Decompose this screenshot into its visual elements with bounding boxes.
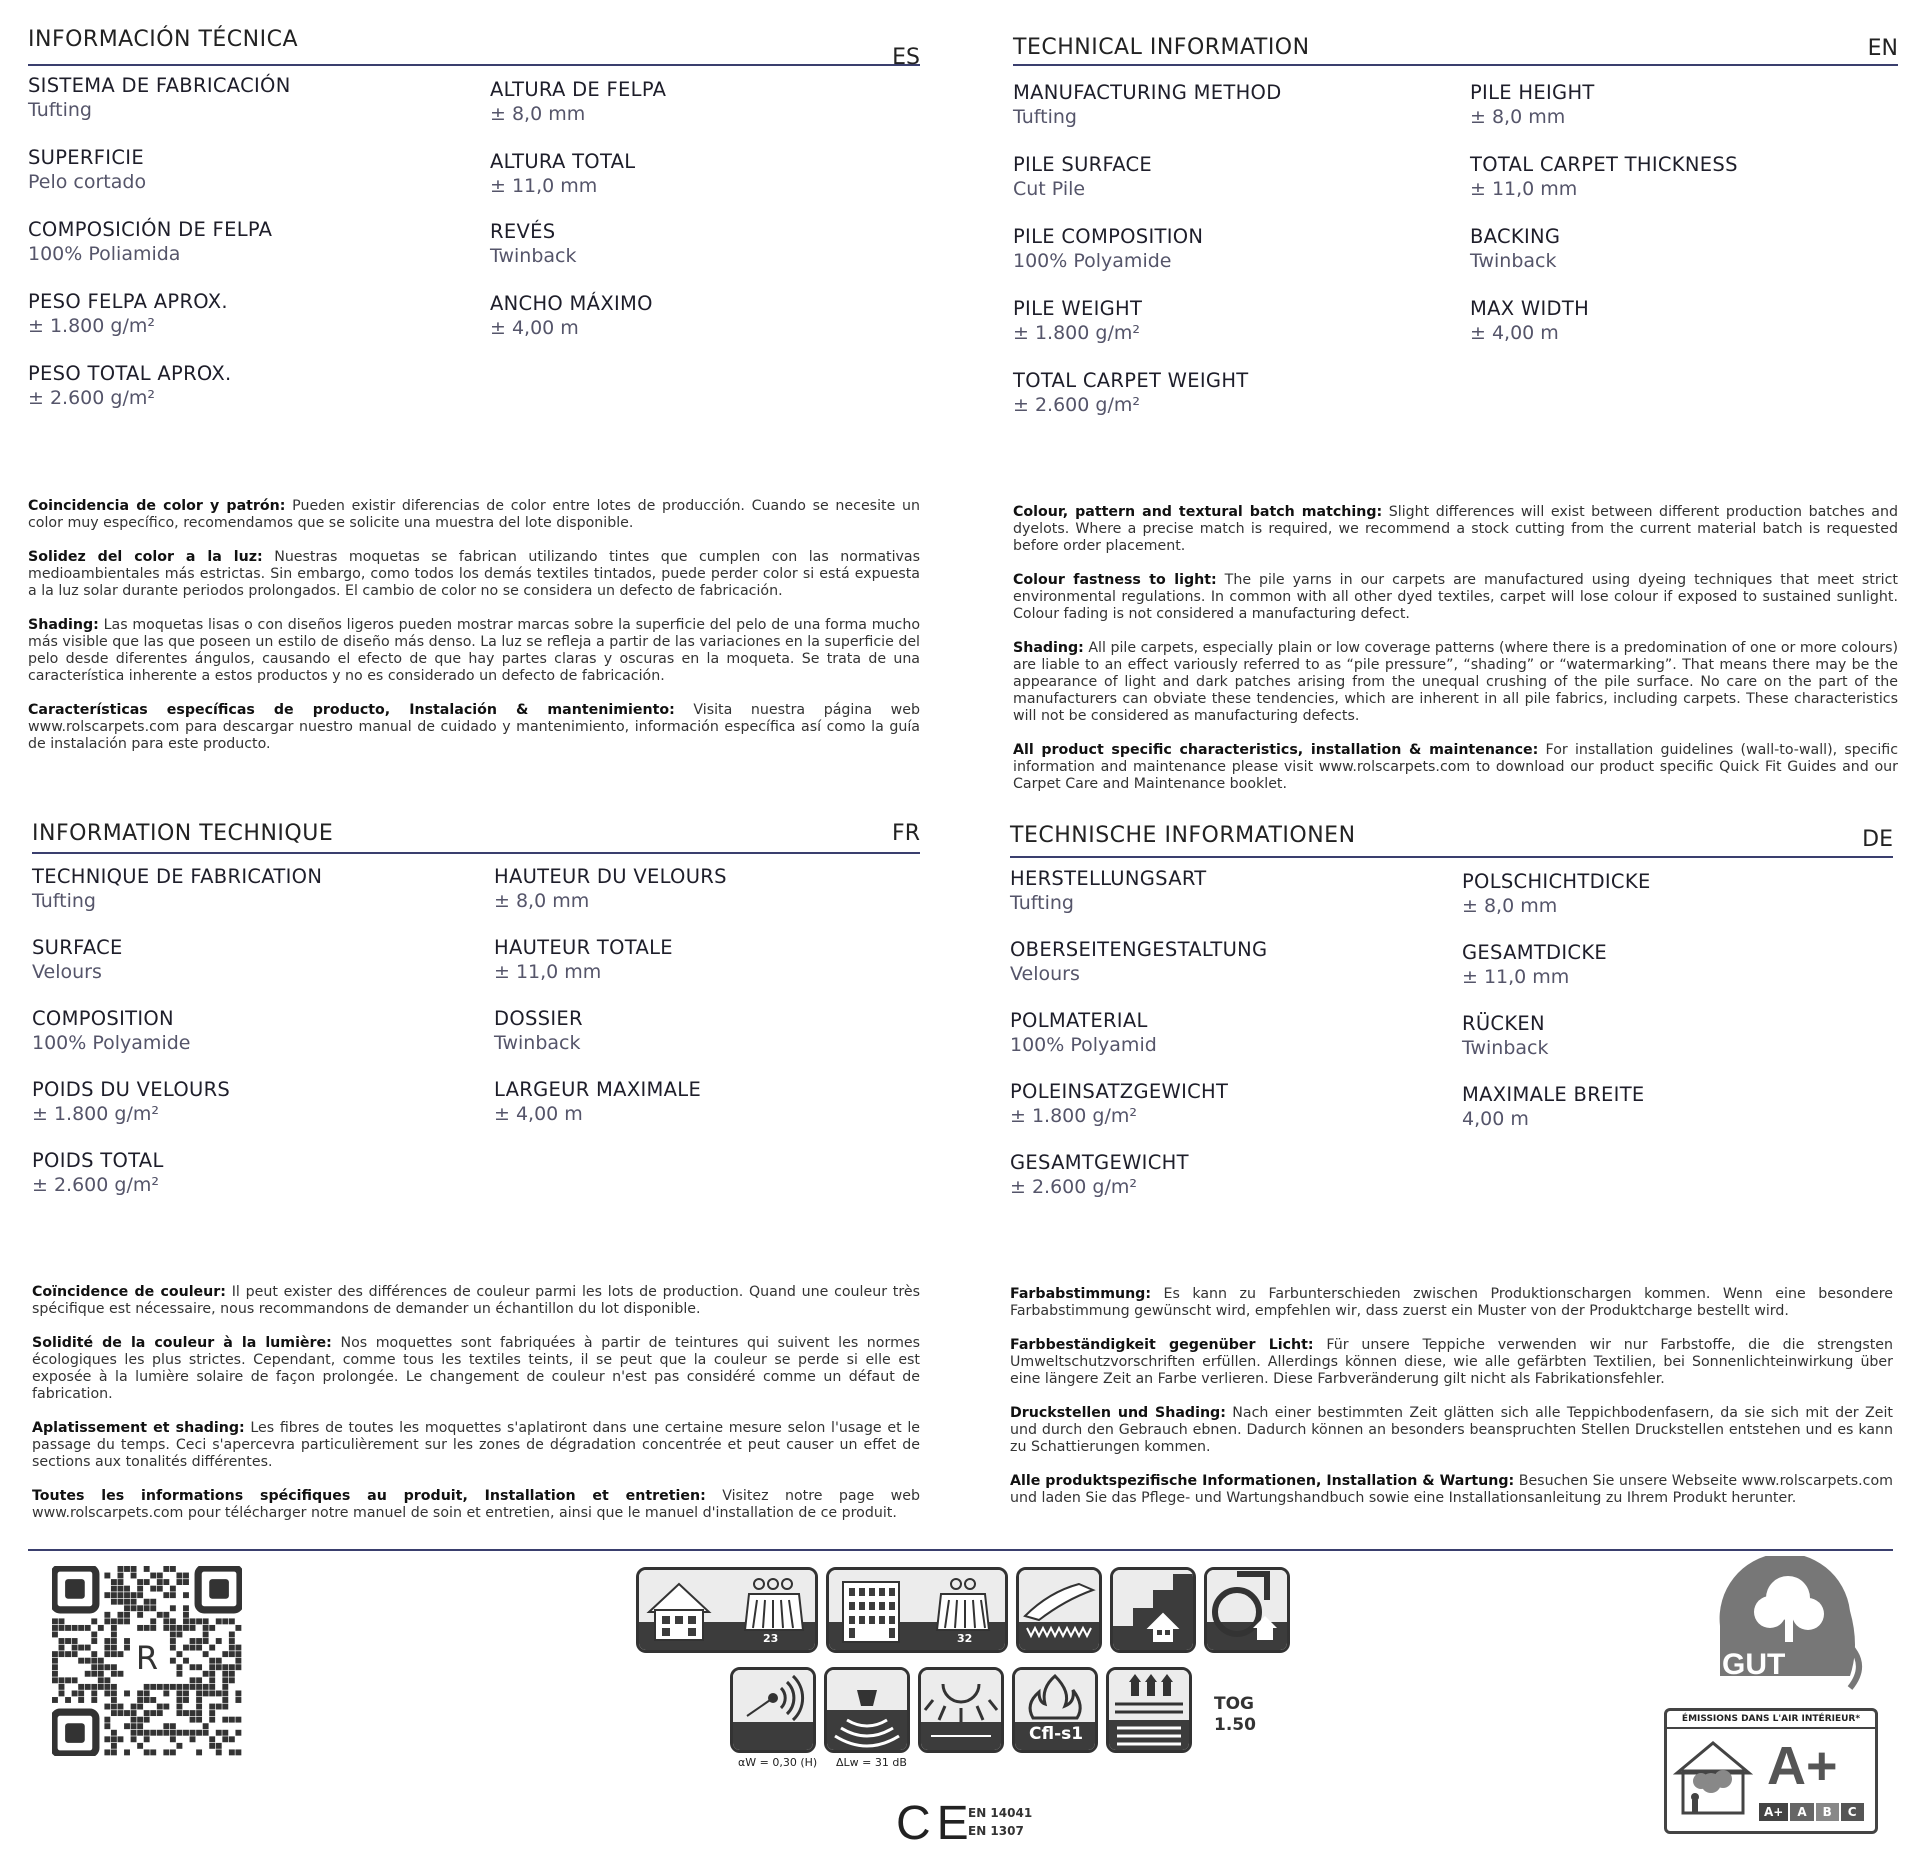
spec-value: Tufting <box>1010 892 1074 914</box>
note-text: All pile carpets, especially plain or low coverage patterns (where there is a predomination of one or more colours) are liable to an effect variously referred to as “pile pressure”, “shading” or “watermarking”. That means there may be the appearance of light and dark patches arising from the unequal crushing of the pile surface. No care on the part of the manufacturers can obviate these tendencies, which are inherent in all pile fabrics, including carpets. These characteristics will not be considered as manufacturing defects. <box>1013 640 1898 724</box>
emissions-scale-item: A+ <box>1759 1803 1788 1821</box>
spec-label: ANCHO MÁXIMO <box>490 292 653 315</box>
spec-item <box>1013 297 1433 345</box>
language-code: FR <box>892 821 920 846</box>
language-code: ES <box>892 45 920 70</box>
spec-item <box>1010 1151 1430 1199</box>
note-heading: All product specific characteristics, installation & maintenance: <box>1013 742 1539 758</box>
fire-class-label: Cfl-s1 <box>1029 1724 1084 1744</box>
section-title: TECHNISCHE INFORMATIONEN <box>1010 823 1356 848</box>
spec-value: ± 1.800 g/m² <box>1013 322 1140 344</box>
spec-value: ± 2.600 g/m² <box>1013 394 1140 416</box>
spec-value: ± 2.600 g/m² <box>1010 1176 1137 1198</box>
emissions-scale <box>1759 1803 1864 1821</box>
spec-item <box>1013 153 1433 201</box>
note-text: The pile yarns in our carpets are manufactured using dyeing techniques that meet strict environmental regulations. In common with all other dyed textiles, carpet will lose colour if exposed to sustained sunlight. Colour fading is not considered a manufacturing defect. <box>1013 572 1898 622</box>
spec-value: Twinback <box>1470 250 1557 272</box>
spec-label: RÜCKEN <box>1462 1012 1545 1035</box>
notes-block <box>1010 1286 1893 1524</box>
spec-item <box>1462 1012 1882 1060</box>
spec-label: BACKING <box>1470 225 1561 248</box>
spec-value: ± 1.800 g/m² <box>28 315 155 337</box>
spec-label: HAUTEUR TOTALE <box>494 936 673 959</box>
spec-value: Cut Pile <box>1013 178 1086 200</box>
section-header <box>1010 820 1893 858</box>
spec-label: MANUFACTURING METHOD <box>1013 81 1282 104</box>
section-fr <box>32 818 920 1538</box>
emissions-scale-item: B <box>1816 1803 1839 1821</box>
spec-label: HERSTELLUNGSART <box>1010 867 1207 890</box>
spec-item <box>1010 1009 1430 1057</box>
qr-center-letter: R <box>132 1638 162 1678</box>
emissions-scale-item: C <box>1841 1803 1864 1821</box>
underfloor-heating-icon <box>1016 1567 1102 1653</box>
spec-label: TOTAL CARPET WEIGHT <box>1013 369 1249 392</box>
spec-label: TECHNIQUE DE FABRICATION <box>32 865 323 888</box>
ce-norm: EN 1307 <box>968 1824 1024 1838</box>
impact-sound-icon <box>824 1667 910 1753</box>
spec-value: ± 8,0 mm <box>1470 106 1566 128</box>
note-paragraph <box>28 549 920 600</box>
spec-item <box>1470 225 1890 273</box>
spec-label: PESO TOTAL APROX. <box>28 362 232 385</box>
ce-mark <box>896 1797 1046 1850</box>
section-de <box>1010 820 1893 1540</box>
spec-item <box>28 146 448 194</box>
section-header <box>1013 28 1898 66</box>
note-heading: Farbabstimmung: <box>1010 1286 1152 1302</box>
spec-label: PESO FELPA APROX. <box>28 290 228 313</box>
spec-value: ± 8,0 mm <box>494 890 590 912</box>
spec-label: PILE COMPOSITION <box>1013 225 1204 248</box>
gut-logo <box>1700 1556 1875 1696</box>
emissions-title: ÉMISSIONS DANS L'AIR INTÉRIEUR* <box>1667 1711 1875 1729</box>
notes-block <box>1013 504 1898 810</box>
note-heading: Toutes les informations spécifiques au produit, Installation et entretien: <box>32 1488 706 1504</box>
section-en <box>1013 28 1898 792</box>
spec-value: 100% Polyamide <box>32 1032 191 1054</box>
spec-value: ± 11,0 mm <box>1462 966 1570 988</box>
spec-label: POIDS DU VELOURS <box>32 1078 231 1101</box>
spec-item <box>32 865 452 913</box>
spec-value: ± 4,00 m <box>494 1103 583 1125</box>
spec-value: ± 8,0 mm <box>490 103 586 125</box>
spec-item <box>32 1078 452 1126</box>
note-text: Pueden existir diferencias de color entre lotes de producción. Cuando se necesite un color muy específico, recomendamos que se solicite una muestra del lote disponible. <box>28 498 920 531</box>
note-heading: Características específicas de producto, Instalación & mantenimiento: <box>28 702 675 718</box>
spec-item <box>1470 153 1890 201</box>
spec-label: GESAMTDICKE <box>1462 941 1608 964</box>
sound-absorption-icon <box>730 1667 816 1753</box>
note-text: Nach einer bestimmten Zeit glätten sich alle Teppichbodenfasern, da sie sich mit der Zeit und durch den Gebrauch ebnen. Dadurch können an besonders beanspruchten Stellen Druckstellen entstehen und es kann zu Schattierungen kommen. <box>1010 1405 1893 1455</box>
spec-item <box>28 74 448 122</box>
spec-item <box>1013 225 1433 273</box>
spec-item <box>1010 938 1430 986</box>
note-paragraph <box>32 1488 920 1522</box>
qr-code[interactable] <box>52 1566 242 1756</box>
spec-label: MAXIMALE BREITE <box>1462 1083 1645 1106</box>
spec-item <box>1010 867 1430 915</box>
spec-item <box>490 78 910 126</box>
note-heading: Farbbeständigkeit gegenüber Licht: <box>1010 1337 1314 1353</box>
tog-value: 1.50 <box>1214 1715 1256 1735</box>
tog-label: TOG <box>1214 1694 1255 1714</box>
spec-value: Twinback <box>1462 1037 1549 1059</box>
spec-value: ± 11,0 mm <box>490 175 598 197</box>
spec-value: 100% Polyamid <box>1010 1034 1157 1056</box>
spec-value: ± 11,0 mm <box>1470 178 1578 200</box>
note-text: Nos moquettes sont fabriquées à partir de teintures qui suivent les normes écologiques les plus strictes. Cependant, comme tous les textiles teints, il se peut que la couleur se perde si elle est exposée à la lumière solaire de façon prolongée. Le changement de couleur n'est pas considéré comme un défaut de fabrication. <box>32 1335 921 1402</box>
note-text: Besuchen Sie unsere Webseite www.rolscarpets.com und laden Sie das Pflege- und Wartungshandbuch sowie eine Installationsanleitung zu Ihrem Produkt herunter. <box>1010 1473 1893 1506</box>
spec-item <box>1462 1083 1882 1131</box>
spec-value: 4,00 m <box>1462 1108 1529 1130</box>
stairs-use-icon <box>1110 1567 1196 1653</box>
ce-norm: EN 14041 <box>968 1806 1033 1820</box>
spec-item <box>1013 369 1433 417</box>
spec-item <box>28 218 448 266</box>
language-code: EN <box>1867 36 1898 61</box>
note-heading: Alle produktspezifische Informationen, Installation & Wartung: <box>1010 1473 1515 1489</box>
spec-label: POLMATERIAL <box>1010 1009 1148 1032</box>
spec-label: REVÉS <box>490 220 556 243</box>
note-heading: Colour fastness to light: <box>1013 572 1217 588</box>
castor-chair-icon <box>1204 1567 1290 1653</box>
spec-item <box>490 220 910 268</box>
spec-label: PILE SURFACE <box>1013 153 1153 176</box>
spec-item <box>1470 81 1890 129</box>
spec-value: ± 2.600 g/m² <box>32 1174 159 1196</box>
spec-label: POLSCHICHTDICKE <box>1462 870 1651 893</box>
house-air-icon <box>1673 1737 1753 1817</box>
note-text: Il peut exister des différences de couleur parmi les lots de production. Quand une couleur très spécifique est nécessaire, nous recommandons de demander un échantillon du lot disponible. <box>32 1284 920 1317</box>
spec-value: ± 8,0 mm <box>1462 895 1558 917</box>
spec-label: GESAMTGEWICHT <box>1010 1151 1189 1174</box>
spec-item <box>1462 870 1882 918</box>
spec-value: Twinback <box>494 1032 581 1054</box>
note-paragraph <box>28 702 920 753</box>
spec-label: PILE WEIGHT <box>1013 297 1143 320</box>
spec-item <box>494 865 914 913</box>
note-heading: Coincidencia de color y patrón: <box>28 498 286 514</box>
note-heading: Solidez del color a la luz: <box>28 549 263 565</box>
note-paragraph <box>1013 504 1898 555</box>
spec-label: POLEINSATZGEWICHT <box>1010 1080 1229 1103</box>
spec-value: 100% Polyamide <box>1013 250 1172 272</box>
spec-label: ALTURA TOTAL <box>490 150 636 173</box>
note-paragraph <box>28 498 920 532</box>
spec-value: Pelo cortado <box>28 171 147 193</box>
footer-divider <box>28 1549 1893 1551</box>
note-text: Visita nuestra página web www.rolscarpets.com para descargar nuestro manual de cuidado y mantenimiento, información específica así como la guía de instalación para este producto. <box>28 702 920 752</box>
spec-label: SISTEMA DE FABRICACIÓN <box>28 74 291 97</box>
gut-logo-text: GUT <box>1722 1648 1786 1681</box>
section-title: INFORMATION TECHNIQUE <box>32 821 334 846</box>
section-title: TECHNICAL INFORMATION <box>1013 35 1310 60</box>
spec-item <box>494 936 914 984</box>
spec-value: ± 11,0 mm <box>494 961 602 983</box>
spec-item <box>494 1078 914 1126</box>
spec-value: Tufting <box>1013 106 1077 128</box>
spec-label: MAX WIDTH <box>1470 297 1590 320</box>
spec-item <box>32 1149 452 1197</box>
note-text: Es kann zu Farbunterschieden zwischen Produktionschargen kommen. Wenn eine besondere Farbabstimmung gewünscht wird, empfehlen wir, dass zuerst ein Muster von der Produktcharge bestellt wird. <box>1010 1286 1893 1319</box>
spec-value: 100% Poliamida <box>28 243 181 265</box>
impact-sound-caption: ΔLw = 31 dB <box>836 1756 907 1769</box>
note-text: Les fibres de toutes les moquettes s'aplatiront dans une certaine mesure selon l'usage et le passage du temps. Ceci s'apercevra particulièrement sur les zones de dégradation concentrée et peut causer un effet de sections aux tonalités différentes. <box>32 1420 920 1470</box>
residential-use-class-icon <box>636 1567 818 1653</box>
spec-item <box>32 1007 452 1055</box>
note-paragraph <box>1010 1286 1893 1320</box>
thermal-resistance-icon <box>1106 1667 1192 1753</box>
note-heading: Shading: <box>28 617 99 633</box>
spec-label: LARGEUR MAXIMALE <box>494 1078 702 1101</box>
tog-rating <box>1214 1694 1256 1736</box>
spec-value: ± 4,00 m <box>1470 322 1559 344</box>
section-header <box>32 818 920 854</box>
spec-value: Twinback <box>490 245 577 267</box>
note-text: Visitez notre page web www.rolscarpets.com pour télécharger notre manuel de soin et entretien, ainsi que le manuel d'installation de ce produit. <box>32 1488 920 1521</box>
section-es <box>28 20 920 760</box>
spec-label: TOTAL CARPET THICKNESS <box>1470 153 1738 176</box>
spec-item <box>28 290 448 338</box>
section-title: INFORMACIÓN TÉCNICA <box>28 27 299 52</box>
spec-label: ALTURA DE FELPA <box>490 78 667 101</box>
notes-block <box>32 1284 920 1539</box>
section-header <box>28 20 920 70</box>
spec-label: HAUTEUR DU VELOURS <box>494 865 727 888</box>
note-paragraph <box>32 1335 920 1403</box>
language-code: DE <box>1862 827 1893 852</box>
note-text: Nuestras moquetas se fabrican utilizando tintes que cumplen con las normativas medioambientales más estrictas. Sin embargo, como todos los demás textiles tintados, puede perder color si está expuesta a la luz solar durante periodos prolongados. El cambio de color no se considera un defecto de fabricación. <box>28 549 921 599</box>
light-fastness-icon <box>918 1667 1004 1753</box>
note-paragraph <box>1010 1473 1893 1507</box>
note-heading: Shading: <box>1013 640 1084 656</box>
emissions-grade: A+ <box>1767 1736 1838 1796</box>
use-class-label: 32 <box>957 1632 973 1645</box>
spec-value: Tufting <box>28 99 92 121</box>
note-text: Für unsere Teppiche verwenden wir nur Farbstoffe, die die strengsten Umweltschutzvorschriften erfüllen. Allerdings können diese, wie alle gefärbten Textilien, bei Sonnenlichteinwirkung über eine längere Zeit an Farbe verlieren. Diese Farbveränderung gilt nicht als Fabrikationsfehler. <box>1010 1337 1893 1387</box>
note-paragraph <box>1013 742 1898 793</box>
spec-item <box>1013 81 1433 129</box>
spec-label: COMPOSICIÓN DE FELPA <box>28 218 273 241</box>
note-paragraph <box>28 617 920 685</box>
spec-item <box>1462 941 1882 989</box>
ce-logo-icon: CE <box>896 1797 975 1850</box>
note-heading: Druckstellen und Shading: <box>1010 1405 1226 1421</box>
note-paragraph <box>32 1284 920 1318</box>
spec-item <box>494 1007 914 1055</box>
note-paragraph <box>1010 1337 1893 1388</box>
spec-value: Velours <box>32 961 102 983</box>
note-paragraph <box>1013 640 1898 725</box>
spec-value: Velours <box>1010 963 1080 985</box>
note-paragraph <box>1013 572 1898 623</box>
spec-label: SUPERFICIE <box>28 146 144 169</box>
spec-item <box>1010 1080 1430 1128</box>
commercial-use-class-icon <box>826 1567 1008 1653</box>
spec-value: ± 1.800 g/m² <box>1010 1105 1137 1127</box>
spec-label: DOSSIER <box>494 1007 583 1030</box>
note-heading: Colour, pattern and textural batch matching: <box>1013 504 1383 520</box>
note-text: Slight differences will exist between different production batches and dyelots. Where a precise match is required, we recommend a stock cutting from the current material batch is requested before order placement. <box>1013 504 1898 554</box>
note-heading: Aplatissement et shading: <box>32 1420 245 1436</box>
emissions-scale-item: A <box>1790 1803 1813 1821</box>
spec-label: SURFACE <box>32 936 123 959</box>
use-class-label: 23 <box>763 1632 779 1645</box>
spec-label: OBERSEITENGESTALTUNG <box>1010 938 1268 961</box>
emissions-label <box>1664 1708 1878 1834</box>
spec-label: PILE HEIGHT <box>1470 81 1595 104</box>
sound-absorption-caption: αW = 0,30 (H) <box>738 1756 818 1769</box>
spec-item <box>28 362 448 410</box>
note-text: For installation guidelines (wall-to-wall), specific information and maintenance please visit www.rolscarpets.com to download our product specific Quick Fit Guides and our Carpet Care and Maintenance booklet. <box>1013 742 1898 792</box>
note-heading: Solidité de la couleur à la lumière: <box>32 1335 332 1351</box>
spec-item <box>1470 297 1890 345</box>
spec-value: Tufting <box>32 890 96 912</box>
note-paragraph <box>32 1420 920 1471</box>
spec-value: ± 2.600 g/m² <box>28 387 155 409</box>
spec-item <box>32 936 452 984</box>
spec-item <box>490 292 910 340</box>
fire-class-icon <box>1012 1667 1098 1753</box>
spec-label: POIDS TOTAL <box>32 1149 164 1172</box>
note-paragraph <box>1010 1405 1893 1456</box>
spec-value: ± 4,00 m <box>490 317 579 339</box>
spec-label: COMPOSITION <box>32 1007 174 1030</box>
note-heading: Coïncidence de couleur: <box>32 1284 226 1300</box>
note-text: Las moquetas lisas o con diseños ligeros pueden mostrar marcas sobre la superficie del pelo de una forma mucho más visible que las que poseen un estilo de diseño más denso. La luz se refleja a partir de las variaciones en la superficie del pelo desde diferentes ángulos, causando el efecto de que hay partes claras y oscuras en la moqueta. Se trata de una característica inherente a estos productos y no es considerado un defecto de fabricación. <box>28 617 920 684</box>
notes-block <box>28 498 920 770</box>
spec-item <box>490 150 910 198</box>
spec-value: ± 1.800 g/m² <box>32 1103 159 1125</box>
